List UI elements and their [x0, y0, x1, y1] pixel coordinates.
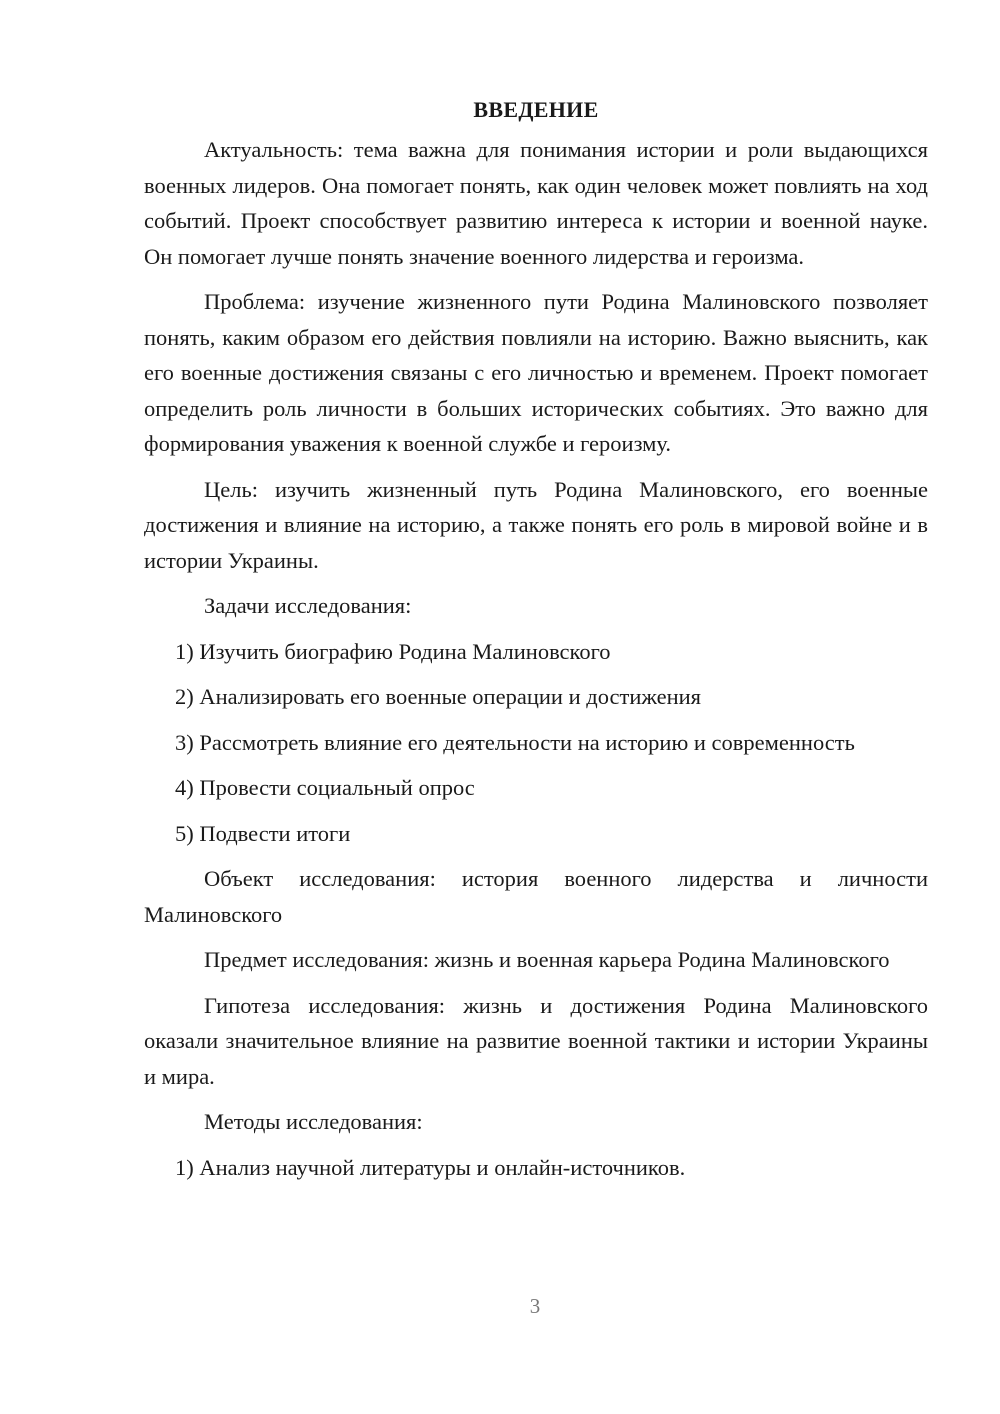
list-item: 1) Изучить биографию Родина Малиновского [175, 638, 611, 664]
list-item: 2) Анализировать его военные операции и достижения [175, 684, 702, 709]
document-page [144, 92, 928, 1195]
goal-paragraph: Цель: изучить жизненный путь Родина Малиновского, его военные достижения и влияние на историю, а также понять его роль в мировой войне и в истории Украины. [144, 476, 928, 573]
section-title: ВВЕДЕНИЕ [473, 97, 599, 122]
methods-label: Методы исследования: [204, 1109, 423, 1134]
methods-list [144, 1150, 928, 1186]
list-item: 1) Анализ научной литературы и онлайн-источников. [175, 1154, 686, 1180]
subject-paragraph: Предмет исследования: жизнь и военная карьера Родина Малиновского [204, 947, 890, 972]
object-paragraph: Объект исследования: история военного лидерства и личности Малиновского [144, 866, 928, 927]
list-item: 3) Рассмотреть влияние его деятельности на историю и современность [175, 729, 855, 755]
list-item: 4) Провести социальный опрос [175, 775, 475, 800]
relevance-paragraph: Актуальность: тема важна для понимания истории и роли выдающихся военных лидеров. Она помогает понять, как один человек может повлиять на ход событий. Проект способствует развитию интереса к истории и военной науке. Он помогает лучше понять значение военного лидерства и героизма. [144, 137, 928, 269]
list-item: 5) Подвести итоги [175, 820, 351, 846]
page-number: 3 [529, 1294, 541, 1318]
hypothesis-paragraph: Гипотеза исследования: жизнь и достижения Родина Малиновского оказали значительное влияние на развитие военной тактики и истории Украины и мира. [144, 992, 928, 1089]
problem-paragraph: Проблема: изучение жизненного пути Родина Малиновского позволяет понять, каким образом его действия повлияли на историю. Важно выяснить, как его военные достижения связаны с его личностью и временем. Проект помогает определить роль личности в больших исторических событиях. Это важно для формирования уважения к военной службе и героизму. [144, 289, 928, 456]
tasks-label: Задачи исследования: [204, 593, 412, 618]
tasks-list [144, 634, 928, 852]
